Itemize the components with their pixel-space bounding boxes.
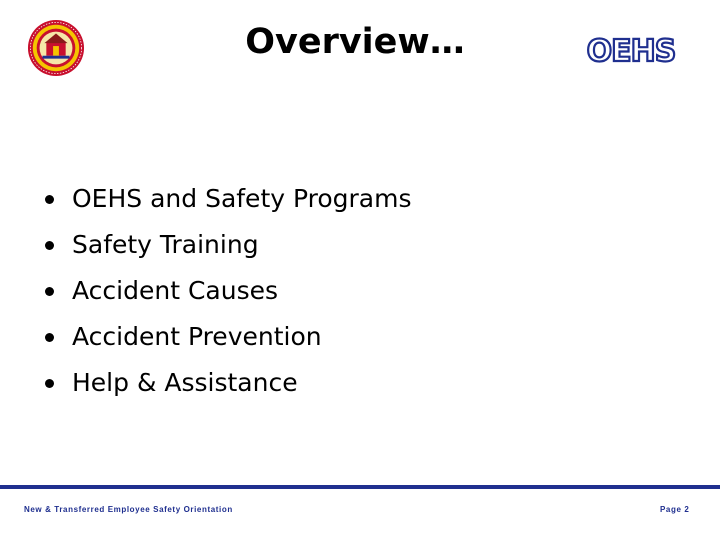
bullet-text: Safety Training [72, 230, 259, 259]
footer-course-title: New & Transferred Employee Safety Orientation [24, 505, 233, 514]
overview-bullet-list [40, 178, 412, 408]
bullet-text: Accident Prevention [72, 322, 322, 351]
bullet-text: OEHS and Safety Programs [72, 184, 412, 213]
footer-divider [0, 485, 720, 489]
bullet-dot-icon [45, 287, 54, 296]
slide-title: Overview… [245, 22, 465, 62]
oehs-logo-icon [586, 30, 676, 70]
bullet-item [40, 270, 412, 316]
bullet-item [40, 178, 412, 224]
bullet-dot-icon [45, 333, 54, 342]
bullet-dot-icon [45, 379, 54, 388]
bullet-dot-icon [45, 241, 54, 250]
footer-page-number: Page 2 [660, 505, 690, 514]
oehs-logo-text: OEHS [586, 34, 676, 69]
bullet-text: Help & Assistance [72, 368, 298, 397]
bullet-item [40, 316, 412, 362]
bullet-item [40, 362, 412, 408]
bullet-dot-icon [45, 195, 54, 204]
bullet-item [40, 224, 412, 270]
bullet-text: Accident Causes [72, 276, 278, 305]
